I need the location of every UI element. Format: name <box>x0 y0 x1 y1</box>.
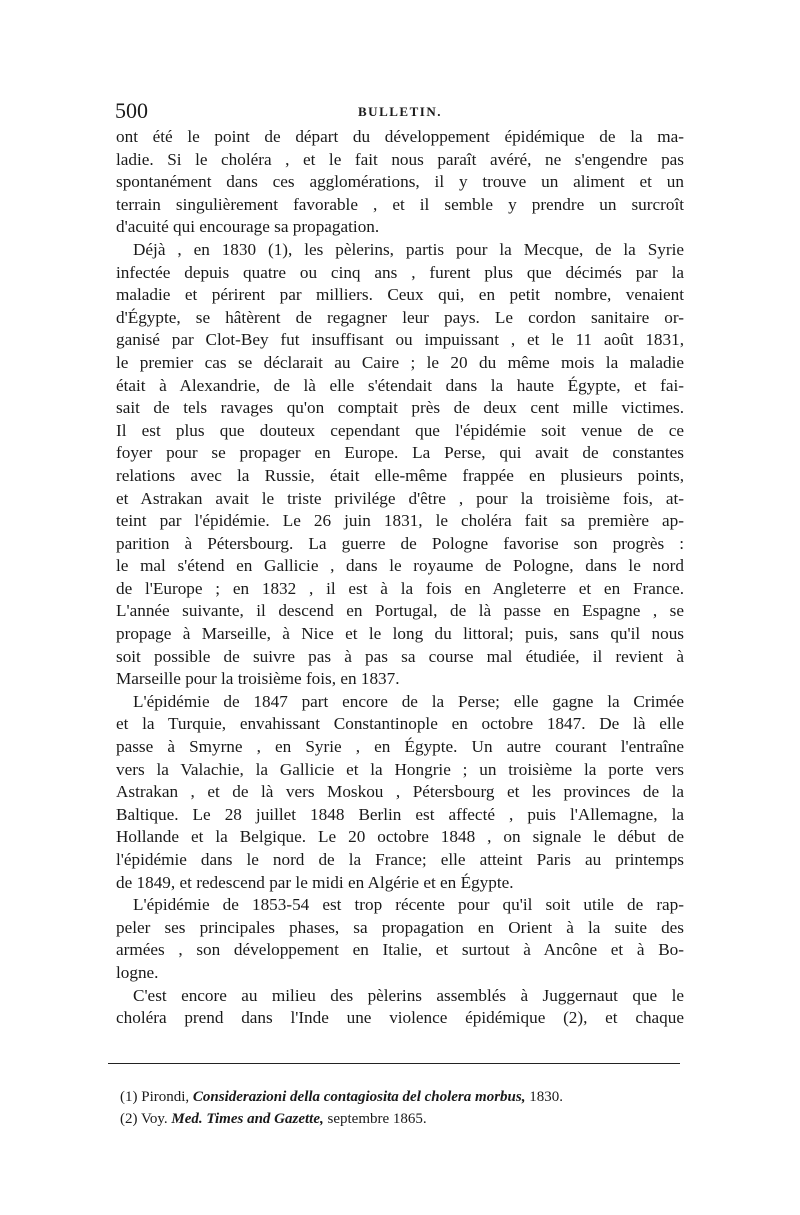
text-line: choléra prend dans l'Inde une violence épidémique (2), et chaque <box>116 1008 684 1028</box>
text-line: de l'Europe ; en 1832 , il est à la fois en Angleterre et en France. <box>116 578 684 598</box>
text-line: Il est plus que douteux cependant que l'épidémie soit venue de ce <box>116 420 684 440</box>
text-line: parition à Pétersbourg. La guerre de Pologne favorise son progrès : <box>116 533 684 553</box>
text-line: armées , son développement en Italie, et surtout à Ancône et à Bo- <box>116 940 684 960</box>
text-line: de 1849, et redescend par le midi en Algérie et en Égypte. <box>116 872 514 892</box>
body-text <box>116 126 684 1030</box>
text-line: L'épidémie de 1853-54 est trop récente pour qu'il soit utile de rap- <box>133 895 684 915</box>
text-line: terrain singulièrement favorable , et il semble y prendre un surcroît <box>116 194 684 214</box>
footnote-1-rest: 1830. <box>529 1089 563 1105</box>
text-line: Marseille pour la troisième fois, en 1837. <box>116 669 400 689</box>
text-line: maladie et périrent par milliers. Ceux qui, en petit nombre, venaient <box>116 285 684 305</box>
text-line: peler ses principales phases, sa propagation en Orient à la suite des <box>116 917 684 937</box>
text-line: soit possible de suivre pas à pas sa course mal étudiée, il revient à <box>116 646 684 666</box>
footnotes <box>120 1086 685 1130</box>
text-line: ladie. Si le choléra , et le fait nous paraît avéré, ne s'engendre pas <box>116 149 684 169</box>
text-line: et la Turquie, envahissant Constantinople en octobre 1847. De là elle <box>116 714 684 734</box>
text-line: foyer pour se propager en Europe. La Perse, qui avait de constantes <box>116 443 684 463</box>
text-line: infectée depuis quatre ou cinq ans , furent plus que décimés par la <box>116 262 684 282</box>
text-line: d'acuité qui encourage sa propagation. <box>116 217 380 237</box>
text-line: Hollande et la Belgique. Le 20 octobre 1848 , on signale le début de <box>116 827 684 847</box>
text-line: logne. <box>116 962 159 982</box>
text-line: ganisé par Clot-Bey fut insuffisant ou impuissant , et le 11 août 1831, <box>116 330 684 350</box>
footnote-1-marker: (1) Pirondi, <box>120 1089 190 1105</box>
text-line: spontanément dans ces agglomérations, il y trouve un aliment et un <box>116 172 684 192</box>
footnote-1-title: Considerazioni della contagiosita del cholera morbus, <box>192 1089 526 1105</box>
text-line: ont été le point de départ du développement épidémique de la ma- <box>116 127 684 146</box>
text-line: vers la Valachie, la Gallicie et la Hongrie ; un troisième la porte vers <box>116 759 684 779</box>
text-line: le premier cas se déclarait au Caire ; le 20 du même mois la maladie <box>116 352 684 372</box>
text-line: et Astrakan avait le triste privilége d'être , pour la troisième fois, at- <box>116 488 684 508</box>
text-line: Astrakan , et de là vers Moskou , Pétersbourg et les provinces de la <box>116 782 684 802</box>
footnote-1 <box>120 1086 685 1108</box>
footnote-2-marker: (2) Voy. <box>120 1111 168 1127</box>
text-line: le mal s'étend en Gallicie , dans le royaume de Pologne, dans le nord <box>116 556 684 576</box>
text-line: était à Alexandrie, de là elle s'étendait dans la haute Égypte, et fai- <box>116 375 684 395</box>
page-number: 500 <box>115 98 148 123</box>
text-line: propage à Marseille, à Nice et le long du littoral; puis, sans qu'il nous <box>116 624 684 644</box>
text-line: l'épidémie dans le nord de la France; elle atteint Paris au printemps <box>116 850 684 869</box>
text-line: L'épidémie de 1847 part encore de la Perse; elle gagne la Crimée <box>133 691 684 711</box>
footnote-2 <box>120 1108 685 1130</box>
footnote-2-rest: septembre 1865. <box>327 1111 427 1127</box>
footnote-2-title: Med. Times and Gazette, <box>171 1111 324 1127</box>
text-line: L'année suivante, il descend en Portugal, de là passe en Espagne , se <box>116 601 684 621</box>
text-line: Déjà , en 1830 (1), les pèlerins, partis pour la Mecque, de la Syrie <box>133 239 684 259</box>
running-head: BULLETIN. <box>358 104 442 119</box>
text-line: sait de tels ravages qu'on comptait près de deux cent mille victimes. <box>116 398 684 418</box>
text-line: teint par l'épidémie. Le 26 juin 1831, le choléra fait sa première ap- <box>116 511 684 531</box>
footnote-divider <box>108 1063 680 1064</box>
text-line: C'est encore au milieu des pèlerins assemblés à Juggernaut que le <box>133 985 684 1005</box>
page-header <box>115 98 685 128</box>
text-line: Baltique. Le 28 juillet 1848 Berlin est affecté , puis l'Allemagne, la <box>116 804 684 824</box>
text-line: relations avec la Russie, était elle-même frappée en plusieurs points, <box>116 465 684 485</box>
text-line: d'Égypte, se hâtèrent de regagner leur pays. Le cordon sanitaire or- <box>116 307 684 327</box>
text-line: passe à Smyrne , en Syrie , en Égypte. Un autre courant l'entraîne <box>116 737 684 757</box>
